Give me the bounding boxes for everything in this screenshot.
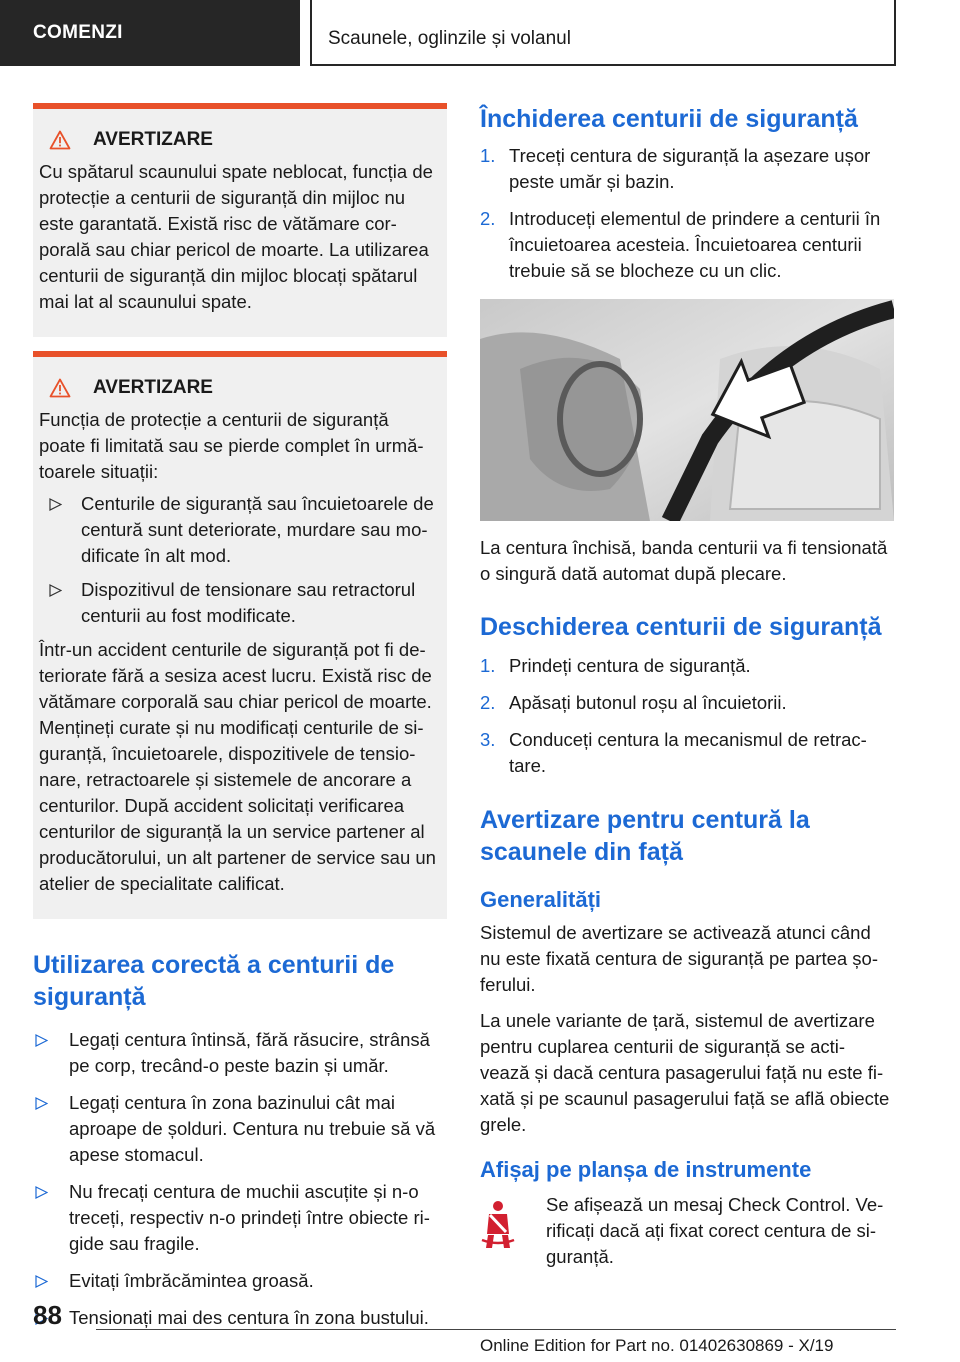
list-item: Nu frecați centura de muchii ascuțite și n-o treceți, respectiv n-o prindeți între obiecte ri-gide sau fragile. bbox=[33, 1179, 447, 1257]
list-item: 3. Conduceți centura la mecanismul de retrac-tare. bbox=[480, 729, 867, 776]
warning-title: AVERTIZARE bbox=[93, 129, 213, 150]
seatbelt-icon-wrap bbox=[480, 1192, 546, 1270]
warning-intro: Funcția de protecție a centurii de siguranță poate fi limitată sau se pierde complet în urmă-toarele situații: bbox=[39, 409, 424, 482]
closing-heading: Închiderea centurii de siguranță bbox=[480, 105, 858, 133]
step-number: 1. bbox=[480, 145, 496, 166]
list-item: Tensionați mai des centura în zona bustului. bbox=[33, 1305, 447, 1331]
triangle-bullet-icon bbox=[35, 1275, 48, 1288]
left-column bbox=[33, 103, 447, 1342]
triangle-bullet-icon bbox=[35, 1186, 48, 1199]
list-item: 2. Apăsați butonul roșu al încuietorii. bbox=[480, 690, 894, 716]
chapter-tab bbox=[310, 0, 896, 66]
list-item: Dispozitivul de tensionare sau retractorul centurii au fost modificate. bbox=[39, 577, 439, 629]
list-item: 2. Introduceți elementul de prindere a centurii în încuietoarea acesteia. Încuietoarea centurii trebuie să se blocheze cu un clic. bbox=[480, 208, 881, 281]
usage-heading: Utilizarea corectă a centurii de siguranță bbox=[33, 951, 395, 1011]
general-paragraph: La unele variante de țară, sistemul de avertizare pentru cuplarea centurii de siguranță se acti-vează și dacă centura pasagerului față nu este fi-xată și pe scaunul pasagerului față se află obiecte grele. bbox=[480, 1010, 890, 1135]
chapter-title: Scaunele, oglinzile și volanul bbox=[328, 28, 571, 49]
buckle-caption: La centura închisă, banda centurii va fi tensionată o singură dată automat după plecare. bbox=[480, 537, 888, 584]
warning-triangle-icon bbox=[49, 130, 71, 150]
warning-heading bbox=[49, 377, 439, 399]
seatbelt-buckle-photo bbox=[480, 299, 894, 521]
warning-title: AVERTIZARE bbox=[93, 377, 213, 398]
list-item: Centurile de siguranță sau încuietoarele de centură sunt deteriorate, murdare sau mo-dificate în alt mod. bbox=[39, 491, 439, 569]
triangle-bullet-icon bbox=[49, 584, 62, 597]
list-item: Evitați îmbrăcămintea groasă. bbox=[33, 1268, 447, 1294]
list-item: 1. Treceți centura de siguranță la așezare ușor peste umăr și bazin. bbox=[480, 145, 871, 192]
closing-steps bbox=[480, 143, 894, 284]
display-row bbox=[480, 1192, 894, 1270]
opening-heading: Deschiderea centurii de siguranță bbox=[480, 613, 882, 641]
display-heading: Afișaj pe planșa de instrumente bbox=[480, 1157, 812, 1182]
list-item: 1. Prindeți centura de siguranță. bbox=[480, 653, 894, 679]
warning-box-protection bbox=[33, 351, 447, 919]
warning-text: Cu spătarul scaunului spate neblocat, funcția de protecție a centurii de siguranță din mijloc nu este garantată. Există risc de vătămare cor-porală sau chiar pericol de moarte. La utilizarea centurii de siguranță din mijloc blocați spătarul mai lat al scaunului spate. bbox=[39, 161, 433, 312]
triangle-bullet-icon bbox=[35, 1097, 48, 1110]
triangle-bullet-icon bbox=[35, 1034, 48, 1047]
general-paragraph: Sistemul de avertizare se activează atunci când nu este fixată centura de siguranță pe partea șo-ferului. bbox=[480, 922, 879, 995]
section-tab: COMENZI bbox=[0, 0, 300, 66]
page-number: 88 bbox=[33, 1300, 62, 1330]
step-number: 3. bbox=[480, 729, 496, 750]
warning-list bbox=[39, 491, 439, 629]
warning-heading bbox=[49, 129, 439, 151]
warning-triangle-icon bbox=[49, 378, 71, 398]
step-number: 1. bbox=[480, 655, 496, 676]
opening-steps bbox=[480, 653, 894, 779]
step-number: 2. bbox=[480, 692, 496, 713]
right-column bbox=[480, 103, 894, 1270]
reminder-heading: Avertizare pentru centură la scaunele din față bbox=[480, 806, 810, 866]
usage-list bbox=[33, 1027, 447, 1331]
footer-divider bbox=[96, 1329, 896, 1330]
warning-box-backrest bbox=[33, 103, 447, 337]
seatbelt-warning-icon bbox=[480, 1200, 516, 1250]
step-number: 2. bbox=[480, 208, 496, 229]
page-header bbox=[0, 0, 960, 66]
triangle-bullet-icon bbox=[49, 498, 62, 511]
warning-outro: Într-un accident centurile de siguranță pot fi de-teriorate fără a sesiza acest lucru. Există risc de vătămare corporală sau chiar pericol de moarte. Mențineți curate și nu modificați centurile de si-guranță, încuietoarele, dispozitivele de tensio-nare, retractoarele și sistemele de ancorare a centurilor. După accident solicitați verificarea centurilor de siguranță la un service partener al producătorului, un alt partener de service sau un atelier de specialitate calificat. bbox=[39, 639, 436, 894]
list-item: Legați centura întinsă, fără răsucire, strânsă pe corp, trecând-o peste bazin și umăr. bbox=[33, 1027, 447, 1079]
display-text: Se afișează un mesaj Check Control. Ve-rificați dacă ați fixat corect centura de si-guranță. bbox=[546, 1194, 884, 1267]
general-heading: Generalități bbox=[480, 887, 602, 912]
list-item: Legați centura în zona bazinului cât mai aproape de șolduri. Centura nu trebuie să vă apese stomacul. bbox=[33, 1090, 447, 1168]
footer-edition: Online Edition for Part no. 01402630869 - X/19 bbox=[480, 1336, 834, 1355]
